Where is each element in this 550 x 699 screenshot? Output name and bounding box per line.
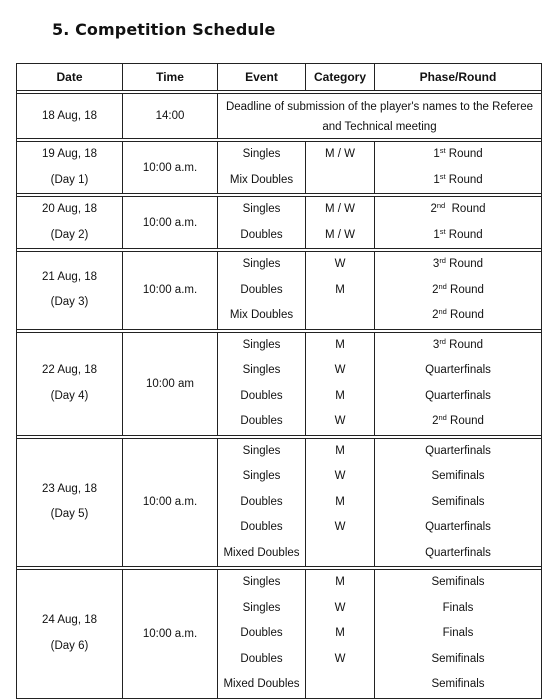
day-time: 10:00 a.m. xyxy=(123,570,218,699)
round-label: Round xyxy=(445,258,484,270)
event-entry: Doubles xyxy=(240,652,283,665)
round-number: 1 xyxy=(433,173,440,186)
phase-round-entry xyxy=(375,333,541,359)
deadline-text xyxy=(218,94,542,139)
day-date xyxy=(17,570,123,699)
phase-round-entry xyxy=(375,464,541,490)
event-entry: Mixed Doubles xyxy=(223,546,300,559)
category-entry: M xyxy=(335,627,345,639)
round-number: 1 xyxy=(433,148,440,160)
round-number: 2 xyxy=(430,203,437,215)
day-date-text: 23 Aug, 18 xyxy=(42,482,97,495)
round-number: 2 xyxy=(432,415,439,427)
round-label: Semifinals xyxy=(431,495,485,508)
event-entry: Mix Doubles xyxy=(229,309,294,321)
category-entry: W xyxy=(334,415,346,427)
round-label: Semifinals xyxy=(431,652,485,665)
event-entry: Singles xyxy=(242,470,281,482)
day-row xyxy=(17,570,542,699)
category-entry xyxy=(306,168,374,194)
phase-round-entry xyxy=(375,409,541,435)
round-ordinal: nd xyxy=(438,307,447,316)
round-label: Round xyxy=(446,283,484,296)
round-ordinal: nd xyxy=(438,281,447,291)
header-category: Category xyxy=(306,64,375,91)
event-entry: Singles xyxy=(242,258,281,270)
event-entry: Doubles xyxy=(240,495,283,508)
event-cell xyxy=(218,570,306,699)
day-date-text: 22 Aug, 18 xyxy=(42,364,97,376)
category-cell xyxy=(306,438,375,567)
day-time: 10:00 a.m. xyxy=(123,252,218,330)
category-entry: M xyxy=(335,283,345,296)
day-date-text: 19 Aug, 18 xyxy=(42,148,97,160)
day-number: (Day 1) xyxy=(50,173,89,186)
day-date-text: 20 Aug, 18 xyxy=(42,203,97,215)
category-cell xyxy=(306,197,375,249)
event-entry: Singles xyxy=(242,148,281,160)
round-label: Semifinals xyxy=(431,576,485,588)
deadline-time: 14:00 xyxy=(123,94,218,139)
round-label: Quarterfinals xyxy=(425,364,491,376)
event-entry: Singles xyxy=(242,601,281,614)
round-label: Semifinals xyxy=(431,470,485,482)
phase-round-entry xyxy=(375,142,541,168)
round-number: 2 xyxy=(432,309,439,321)
category-entry xyxy=(306,541,374,567)
category-entry: W xyxy=(334,258,346,270)
phase-round-entry xyxy=(375,197,541,223)
round-label: Round xyxy=(445,203,486,215)
day-date xyxy=(17,252,123,330)
deadline-line-1: Deadline of submission of the player's names to the Referee xyxy=(225,101,534,113)
day-number: (Day 2) xyxy=(50,228,89,241)
category-entry: M / W xyxy=(324,203,356,215)
category-entry: W xyxy=(334,652,346,665)
round-label: Round xyxy=(445,338,484,351)
schedule-table xyxy=(16,63,542,699)
category-entry: W xyxy=(334,601,346,614)
phase-round-entry xyxy=(375,621,541,647)
phase-round-cell xyxy=(375,332,542,435)
round-label: Round xyxy=(446,309,484,321)
category-entry: M xyxy=(335,389,345,402)
day-date xyxy=(17,197,123,249)
day-row xyxy=(17,197,542,249)
header-row xyxy=(17,64,542,91)
category-entry: M xyxy=(335,576,345,588)
phase-round-cell xyxy=(375,197,542,249)
day-number: (Day 6) xyxy=(50,639,89,652)
event-entry: Singles xyxy=(242,364,281,376)
schedule-body xyxy=(17,91,542,699)
day-number: (Day 5) xyxy=(50,508,89,521)
round-label: Quarterfinals xyxy=(425,521,491,533)
round-label: Quarterfinals xyxy=(425,444,491,457)
category-cell xyxy=(306,252,375,330)
category-entry: W xyxy=(334,364,346,376)
event-cell xyxy=(218,142,306,194)
round-label: Semifinals xyxy=(431,678,485,690)
event-entry: Singles xyxy=(242,203,281,215)
round-label: Quarterfinals xyxy=(425,389,491,402)
deadline-row xyxy=(17,94,542,139)
round-label: Quarterfinals xyxy=(425,546,491,559)
event-entry: Doubles xyxy=(240,627,283,639)
header-phase-round: Phase/Round xyxy=(375,64,542,91)
category-entry: M xyxy=(335,495,345,508)
day-row xyxy=(17,252,542,330)
phase-round-entry xyxy=(375,439,541,465)
event-entry: Mixed Doubles xyxy=(223,678,300,690)
round-ordinal: st xyxy=(439,226,446,236)
category-cell xyxy=(306,570,375,699)
day-date-text: 24 Aug, 18 xyxy=(42,614,97,627)
phase-round-entry xyxy=(375,168,541,194)
day-row xyxy=(17,142,542,194)
day-time: 10:00 a.m. xyxy=(123,197,218,249)
day-time: 10:00 a.m. xyxy=(123,438,218,567)
round-number: 3 xyxy=(432,258,440,270)
round-label: Finals xyxy=(442,627,474,639)
category-entry: M / W xyxy=(324,228,356,241)
day-row xyxy=(17,438,542,567)
event-cell xyxy=(218,438,306,567)
event-cell xyxy=(218,332,306,435)
day-time: 10:00 a.m. xyxy=(123,142,218,194)
round-label: Round xyxy=(445,148,483,160)
phase-round-entry xyxy=(375,570,541,596)
day-date xyxy=(17,438,123,567)
round-label: Round xyxy=(446,415,484,427)
category-cell xyxy=(306,142,375,194)
event-entry: Singles xyxy=(242,444,281,457)
phase-round-entry xyxy=(375,490,541,516)
day-time: 10:00 am xyxy=(123,332,218,435)
round-ordinal: st xyxy=(439,171,446,181)
event-entry: Doubles xyxy=(240,389,283,402)
round-ordinal: st xyxy=(439,146,446,155)
day-date xyxy=(17,332,123,435)
phase-round-entry xyxy=(375,278,541,304)
round-ordinal: nd xyxy=(438,413,447,422)
phase-round-entry xyxy=(375,515,541,541)
day-number: (Day 3) xyxy=(50,296,89,309)
header-date: Date xyxy=(17,64,123,91)
phase-round-cell xyxy=(375,570,542,699)
event-entry: Singles xyxy=(242,576,281,588)
category-entry: M xyxy=(335,444,345,457)
deadline-line-2: and Technical meeting xyxy=(322,121,437,133)
day-date-text: 21 Aug, 18 xyxy=(42,270,97,283)
event-entry: Singles xyxy=(242,338,281,351)
phase-round-entry xyxy=(375,358,541,384)
phase-round-entry xyxy=(375,223,541,249)
round-ordinal: nd xyxy=(436,201,446,210)
phase-round-cell xyxy=(375,142,542,194)
event-entry: Doubles xyxy=(240,521,283,533)
header-time: Time xyxy=(123,64,218,91)
category-entry: W xyxy=(334,521,346,533)
event-entry: Doubles xyxy=(240,283,283,296)
phase-round-entry xyxy=(375,596,541,622)
category-cell xyxy=(306,332,375,435)
phase-round-entry xyxy=(375,252,541,278)
header-event: Event xyxy=(218,64,306,91)
round-number: 3 xyxy=(432,338,440,351)
category-entry: W xyxy=(334,470,346,482)
round-label: Round xyxy=(445,228,483,241)
event-entry: Mix Doubles xyxy=(229,173,294,186)
category-entry: M / W xyxy=(324,148,356,160)
round-label: Round xyxy=(445,173,483,186)
day-row xyxy=(17,332,542,435)
phase-round-entry xyxy=(375,384,541,410)
round-ordinal: rd xyxy=(439,336,446,346)
event-entry: Doubles xyxy=(240,415,283,427)
event-cell xyxy=(218,197,306,249)
phase-round-cell xyxy=(375,252,542,330)
round-number: 2 xyxy=(432,283,439,296)
deadline-date: 18 Aug, 18 xyxy=(17,94,123,139)
day-number: (Day 4) xyxy=(50,389,89,402)
phase-round-cell xyxy=(375,438,542,567)
category-entry: M xyxy=(335,338,345,351)
category-entry xyxy=(306,303,374,329)
round-number: 1 xyxy=(433,228,440,241)
phase-round-entry xyxy=(375,541,541,567)
page-title: 5. Competition Schedule xyxy=(52,20,276,39)
event-cell xyxy=(218,252,306,330)
phase-round-entry xyxy=(375,303,541,329)
round-label: Finals xyxy=(442,601,474,614)
day-date xyxy=(17,142,123,194)
phase-round-entry xyxy=(375,647,541,673)
round-ordinal: rd xyxy=(439,256,446,265)
event-entry: Doubles xyxy=(240,228,283,241)
